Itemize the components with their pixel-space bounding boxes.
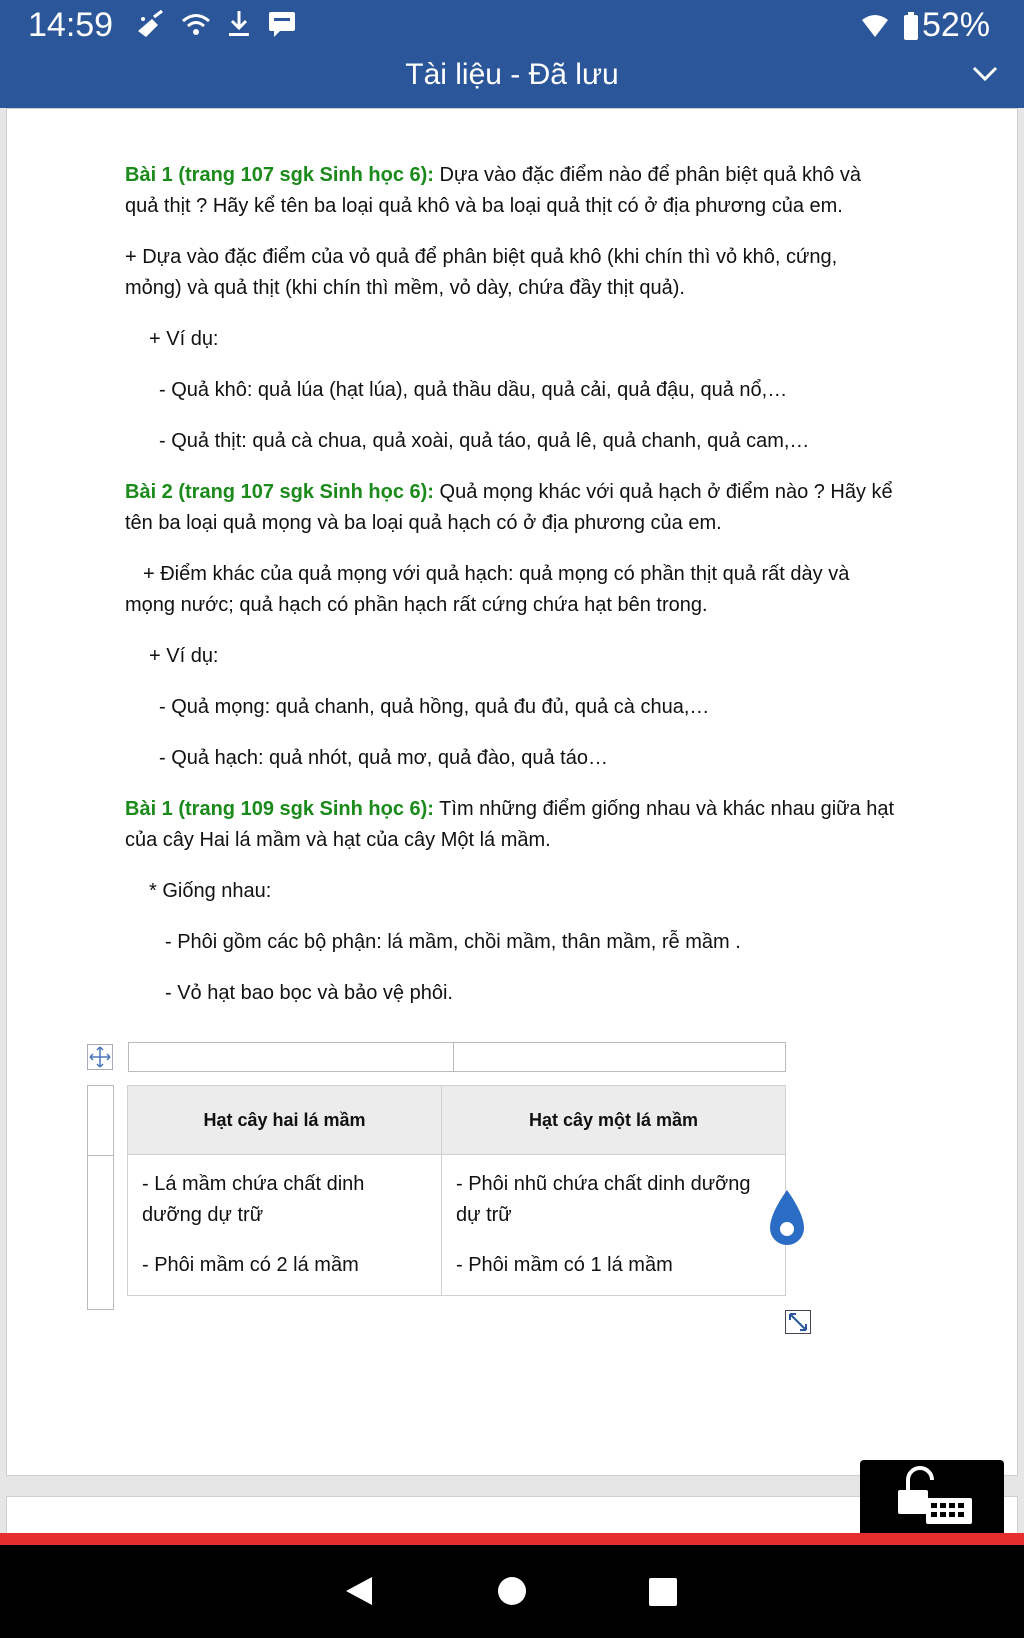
navigation-bar [0, 1545, 1024, 1638]
back-button-icon[interactable] [344, 1575, 374, 1607]
chevron-down-icon[interactable] [972, 66, 998, 82]
keyboard-toggle-button[interactable] [860, 1460, 1004, 1536]
home-button-icon[interactable] [497, 1575, 527, 1607]
download-icon [226, 9, 252, 39]
battery-icon [904, 12, 918, 40]
q3-similar-1: - Phôi gồm các bộ phận: lá mầm, chồi mầm, thân mầm, rễ mầm . [165, 931, 741, 953]
battery-level [904, 6, 990, 45]
signal-icon [860, 13, 890, 39]
q1-paragraph [125, 160, 895, 222]
q2-example-label: + Ví dụ: [149, 645, 219, 667]
q2-question: Quả mọng khác với quả hạch ở điểm nào ? Hãy kể tên ba loại quả mọng và ba loại quả hạch có ở địa phương của em. [125, 481, 893, 534]
column-selector-divider [453, 1042, 454, 1072]
status-bar [0, 0, 1024, 48]
document-title[interactable]: Tài liệu - Đã lưu [405, 58, 619, 91]
table-move-handle[interactable] [87, 1044, 113, 1070]
status-time: 14:59 [28, 6, 114, 44]
q1-example-1: - Quả khô: quả lúa (hạt lúa), quả thầu dầu, quả cải, quả đậu, quả nổ,… [159, 379, 788, 401]
q1-example-label: + Ví dụ: [149, 328, 219, 350]
row-selector-divider [87, 1155, 114, 1156]
table-row [128, 1155, 786, 1296]
q1-answer: + Dựa vào đặc điểm của vỏ quả để phân biệt quả khô (khi chín thì vỏ khô, cứng, mỏng) và quả thịt (khi chín thì mềm, vỏ dày, chứa đầy thịt quả). [125, 246, 838, 299]
cell-line: - Phôi nhũ chứa chất dinh dưỡng dự trữ [456, 1173, 751, 1226]
q2-answer: + Điểm khác của quả mọng với quả hạch: quả mọng có phần thịt quả rất dày và mọng nước; quả hạch có phần hạch rất cứng chứa hạt bên trong. [125, 563, 850, 616]
document-body[interactable] [125, 160, 895, 1029]
table-resize-handle[interactable] [785, 1310, 811, 1334]
table-cell-dicot[interactable] [128, 1155, 442, 1296]
q3-similar-2: - Vỏ hạt bao bọc và bảo vệ phôi. [165, 982, 453, 1004]
text-cursor-handle-icon[interactable] [766, 1188, 808, 1248]
notification-icons [134, 9, 298, 39]
status-right [860, 6, 990, 45]
q3-header: Bài 1 (trang 109 sgk Sinh học 6): [125, 798, 434, 820]
q3-similar-label: * Giống nhau: [149, 880, 272, 902]
q3-question: Tìm những điểm giống nhau và khác nhau giữa hạt của cây Hai lá mầm và hạt của cây Một lá mầm. [125, 798, 895, 851]
cell-line: - Lá mầm chứa chất dinh dưỡng dự trữ [142, 1173, 365, 1226]
move-arrows-icon [88, 1045, 112, 1069]
comparison-table[interactable] [127, 1085, 786, 1296]
wifi-icon [180, 9, 212, 39]
keyboard-unlock-icon [860, 1460, 1004, 1536]
cell-line: - Phôi mầm có 1 lá mầm [456, 1254, 673, 1276]
q2-paragraph [125, 477, 895, 539]
chat-icon [266, 9, 298, 39]
table-header-dicot[interactable]: Hạt cây hai lá mầm [128, 1086, 442, 1155]
q2-example-1: - Quả mọng: quả chanh, quả hồng, quả đu đủ, quả cà chua,… [159, 696, 710, 718]
notification-strip [0, 1533, 1024, 1545]
q1-example-2: - Quả thịt: quả cà chua, quả xoài, quả táo, quả lê, quả chanh, quả cam,… [159, 430, 810, 452]
q1-header: Bài 1 (trang 107 sgk Sinh học 6): [125, 164, 434, 186]
recents-button-icon[interactable] [648, 1575, 678, 1607]
q2-header: Bài 2 (trang 107 sgk Sinh học 6): [125, 481, 434, 503]
title-bar [0, 48, 1024, 108]
q2-example-2: - Quả hạch: quả nhót, quả mơ, quả đào, quả táo… [159, 747, 608, 769]
broom-icon [134, 9, 166, 39]
row-selector[interactable] [87, 1085, 114, 1310]
table-header-row [128, 1086, 786, 1155]
q3-paragraph [125, 794, 895, 856]
table-header-monocot[interactable]: Hạt cây một lá mầm [442, 1086, 786, 1155]
cell-line: - Phôi mầm có 2 lá mầm [142, 1254, 359, 1276]
resize-diagonal-icon [786, 1311, 810, 1333]
battery-text: 52% [921, 6, 990, 44]
table-cell-monocot[interactable] [442, 1155, 786, 1296]
column-selector[interactable] [128, 1042, 786, 1072]
q1-question: Dựa vào đặc điểm nào để phân biệt quả khô và quả thịt ? Hãy kể tên ba loại quả khô và ba loại quả thịt có ở địa phương của em. [125, 164, 861, 217]
